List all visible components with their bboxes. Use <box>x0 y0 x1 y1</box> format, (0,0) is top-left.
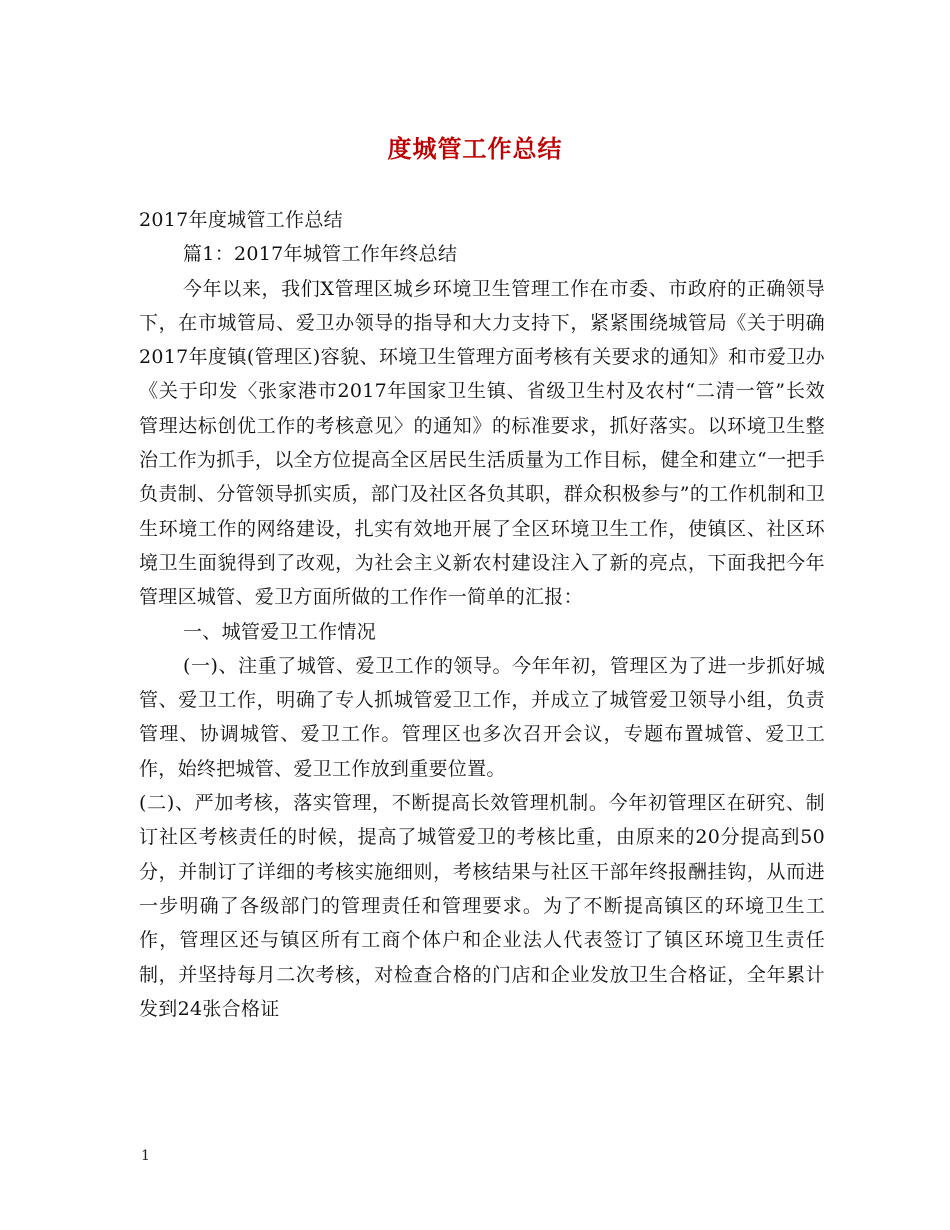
point-one-paragraph: (一)、注重了城管、爱卫工作的领导。今年年初，管理区为了进一步抓好城管、爱卫工作，明确了专人抓城管爱卫工作，并成立了城管爱卫领导小组，负责管理、协调城管、爱卫工作。管理区也多次召开会议，专题布置城管、爱卫工作，始终把城管、爱卫工作放到重要位置。 <box>139 654 825 780</box>
point-two-paragraph: (二)、严加考核，落实管理，不断提高长效管理机制。今年初管理区在研究、制订社区考核责任的时候，提高了城管爱卫的考核比重，由原来的20分提高到50 分，并制订了详细的考核实施细则，考核结果与社区干部年终报酬挂钩，从而进一步明确了各级部门的管理责任和管理要求。为了不断提高镇区的环境卫生工作，管理区还与镇区所有工商个体户和企业法人代表签订了镇区环境卫生责任制，并坚持每月二次考核，对检查合格的门店和企业发放卫生合格证，全年累计发到24张合格证 <box>139 792 845 1020</box>
document-title: 度城管工作总结 <box>387 134 563 163</box>
page-number: 1 <box>141 1148 150 1164</box>
intro-paragraph: 今年以来，我们X管理区城乡环境卫生管理工作在市委、市政府的正确领导下，在市城管局、爱卫办领导的指导和大力支持下，紧紧围绕城管局《关于明确2017年度镇(管理区)容貌、环境卫生管理方面考核有关要求的通知》和市爱卫办《关于印发〈张家港市2017年国家卫生镇、省级卫生村及农村“二清一管”长效管理达标创优工作的考核意见〉的通知》的标准要求，抓好落实。以环境卫生整治工作为抓手，以全方位提高全区居民生活质量为工作目标，健全和建立“一把手负责制、分管领导抓实质，部门及社区各负其职，群众积极参与”的工作机制和卫生环境工作的网络建设，扎实有效地开展了全区环境卫生工作，使镇区、社区环境卫生面貌得到了改观，为社会主义新农村建设注入了新的亮点，下面我把今年管理区城管、爱卫方面所做的工作作一简单的汇报： <box>139 277 825 609</box>
document-body <box>139 203 845 1026</box>
subtitle-paragraph: 2017年度城管工作总结 <box>139 209 343 231</box>
section-heading-paragraph: 篇1：2017年城管工作年终总结 <box>183 243 458 266</box>
section-one-heading: 一、城管爱卫工作情况 <box>183 620 377 643</box>
